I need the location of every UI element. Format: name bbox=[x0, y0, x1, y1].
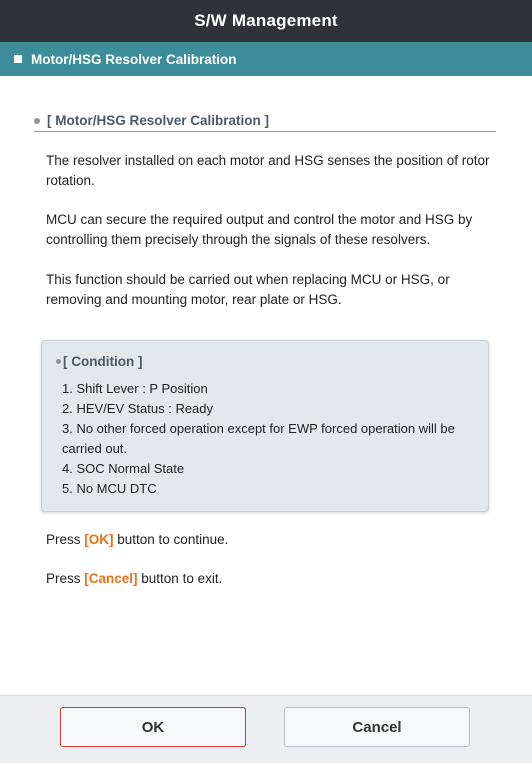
function-title: Motor/HSG Resolver Calibration bbox=[31, 51, 237, 67]
condition-list bbox=[62, 379, 482, 499]
description-paragraph-1: The resolver installed on each motor and HSG senses the position of rotor rotation. bbox=[46, 153, 490, 188]
condition-item: 1. Shift Lever : P Position bbox=[62, 381, 208, 396]
square-bullet-icon bbox=[14, 55, 22, 63]
condition-title-text: [ Condition ] bbox=[63, 354, 143, 369]
bullet-dot-icon bbox=[56, 359, 61, 364]
bullet-dot-icon bbox=[34, 118, 40, 124]
ok-button[interactable]: OK bbox=[60, 707, 246, 747]
condition-item: 3. No other forced operation except for EWP forced operation will be carried out. bbox=[62, 421, 455, 456]
description-paragraph-2: MCU can secure the required output and control the motor and HSG by controlling them precisely through the signals of these resolvers. bbox=[46, 212, 473, 247]
description-paragraph-3: This function should be carried out when replacing MCU or HSG, or removing and mounting motor, rear plate or HSG. bbox=[46, 272, 450, 307]
ok-instruction-suffix: button to continue. bbox=[113, 532, 229, 547]
condition-title bbox=[56, 354, 142, 369]
ok-instruction bbox=[46, 532, 228, 547]
cancel-instruction bbox=[46, 571, 222, 586]
condition-item: 2. HEV/EV Status : Ready bbox=[62, 401, 214, 416]
ok-instruction-prefix: Press bbox=[46, 532, 85, 547]
cancel-key-highlight: [Cancel] bbox=[84, 571, 138, 586]
ok-key-highlight: [OK] bbox=[84, 532, 114, 547]
button-bar bbox=[0, 695, 532, 763]
cancel-instruction-suffix: button to exit. bbox=[137, 571, 223, 586]
condition-item: 5. No MCU DTC bbox=[62, 481, 157, 496]
window-title-bar bbox=[0, 0, 532, 42]
cancel-button[interactable]: Cancel bbox=[284, 707, 470, 747]
condition-box bbox=[41, 340, 489, 512]
window-title: S/W Management bbox=[194, 11, 338, 30]
condition-item: 4. SOC Normal State bbox=[62, 461, 185, 476]
section-heading bbox=[34, 110, 496, 132]
function-header bbox=[0, 42, 532, 76]
cancel-instruction-prefix: Press bbox=[46, 571, 85, 586]
section-heading-text: [ Motor/HSG Resolver Calibration ] bbox=[47, 113, 270, 128]
